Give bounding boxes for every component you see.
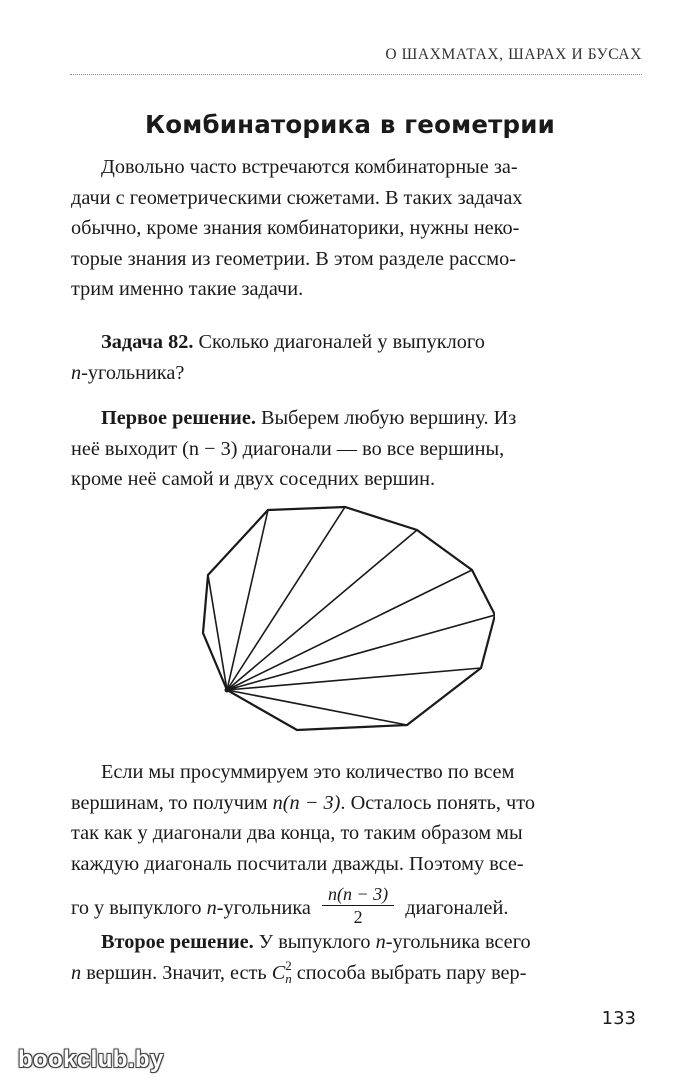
diagonal-line bbox=[227, 510, 268, 690]
text-line: дачи с геометрическими сюжетами. В таких задачах bbox=[71, 186, 523, 209]
page-number: 133 bbox=[601, 1008, 636, 1029]
problem-line bbox=[71, 327, 611, 358]
problem-line bbox=[71, 358, 611, 389]
text-span: диагоналей. bbox=[405, 897, 509, 919]
solution-line bbox=[71, 927, 611, 958]
fraction bbox=[322, 883, 394, 928]
binomial-base: C bbox=[271, 961, 286, 984]
binomial-sup: 2 bbox=[285, 957, 292, 973]
text-line: торые знания из геометрии. В этом разделе рассмо- bbox=[71, 247, 516, 270]
diagonal-line bbox=[227, 530, 417, 690]
intro-paragraph bbox=[71, 152, 611, 305]
binomial-coefficient bbox=[271, 957, 292, 986]
binomial-sub: n bbox=[285, 970, 292, 986]
source-vertex bbox=[225, 688, 230, 693]
text-line: так как у диагонали два конца, то таким образом мы bbox=[71, 822, 523, 844]
text-span: -угольника bbox=[216, 897, 311, 919]
polygon-outline bbox=[203, 507, 495, 730]
text-span: У выпуклого bbox=[258, 931, 376, 953]
text-line: Довольно часто встречаются комбинаторные за- bbox=[101, 156, 518, 178]
text-span: вершин. Значит, есть bbox=[81, 961, 272, 984]
solution-label: Второе решение. bbox=[101, 931, 254, 953]
solution-line bbox=[71, 403, 611, 434]
diagonal-line bbox=[227, 690, 407, 725]
math-variable: n bbox=[375, 931, 386, 953]
problem-82 bbox=[71, 327, 611, 388]
header-divider bbox=[70, 74, 642, 75]
polygon-diagonals-figure bbox=[195, 505, 495, 735]
fraction-denominator: 2 bbox=[353, 906, 363, 927]
math-variable: n bbox=[206, 897, 217, 919]
first-solution bbox=[71, 403, 611, 495]
text-line: обычно, кроме знания комбинаторики, нужны неко- bbox=[71, 217, 520, 239]
problem-label: Задача 82. bbox=[101, 331, 194, 353]
text-line: Если мы просуммируем это количество по всем bbox=[101, 761, 515, 783]
section-title: Комбинаторика в геометрии bbox=[144, 110, 556, 139]
text-line bbox=[71, 788, 611, 819]
problem-text: -угольника? bbox=[81, 361, 185, 384]
solution-line bbox=[71, 958, 611, 989]
running-head: О ШАХМАТАХ, ШАРАХ И БУСАХ bbox=[385, 46, 642, 63]
watermark-logo: bookclub.by bbox=[18, 1046, 164, 1073]
text-span: го у выпуклого bbox=[71, 897, 207, 919]
math-variable: n bbox=[71, 361, 82, 384]
problem-text: Сколько диагоналей у выпуклого bbox=[198, 331, 485, 353]
text-line: каждую диагональ посчитали дважды. Поэтому все- bbox=[71, 852, 524, 875]
text-line: трим именно такие задачи. bbox=[71, 278, 304, 300]
solution-text: Выберем любую вершину. Из bbox=[261, 407, 517, 429]
text-span: . Осталось понять, что bbox=[340, 791, 535, 814]
second-solution bbox=[71, 927, 611, 988]
math-variable: n bbox=[71, 961, 82, 984]
text-span: способа выбрать пару вер- bbox=[291, 961, 527, 984]
continuation-paragraph bbox=[71, 757, 611, 937]
text-span: вершинам, то получим bbox=[71, 791, 273, 814]
diagonal-line bbox=[208, 575, 227, 690]
math-expression: n(n − 3) bbox=[272, 791, 341, 814]
solution-line: неё выходит (n − 3) диагонали — во все вершины, bbox=[71, 437, 505, 460]
solution-label: Первое решение. bbox=[101, 407, 256, 429]
fraction-numerator: n(n − 3) bbox=[322, 883, 394, 906]
diagonals bbox=[208, 507, 495, 725]
solution-line: кроме неё самой и двух соседних вершин. bbox=[71, 468, 436, 490]
text-span: -угольника всего bbox=[385, 931, 531, 953]
